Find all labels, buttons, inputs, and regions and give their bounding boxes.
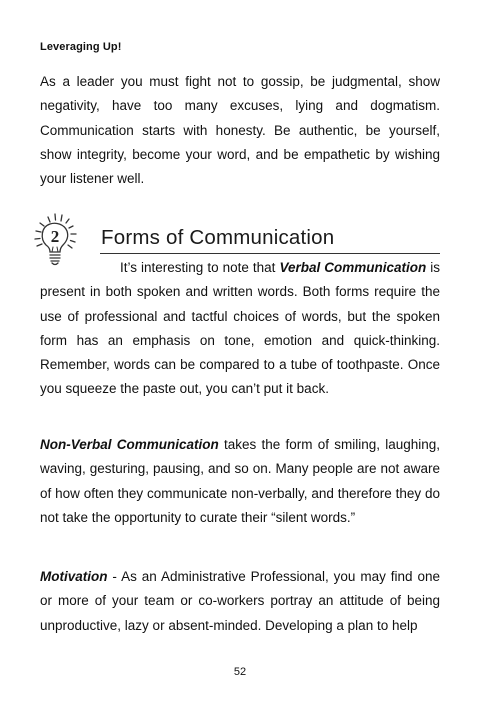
intro-paragraph: As a leader you must fight not to gossip, be judgmental, show negativity, have too many excuses, lying and dogmatism. Communication starts with honesty. Be authentic, be yourself, show integrity, become your word, and be empathetic by wishing your listener well. [40, 74, 440, 187]
term-non-verbal-communication: Non-Verbal Communication [40, 437, 219, 452]
paragraph-text: is present in both spoken and written words. Both forms require the use of professional and tactful choices of words, but the spoken form has an emphasis on tone, emotion and quick-thinking. Remember, words can be compared to a tube of toothpaste. Once you squeeze the paste out, you can’t put it back. [40, 260, 440, 397]
non-verbal-communication-paragraph [40, 433, 440, 530]
paragraph-text: - As an Administrative Professional, you may find one or more of your team or co-workers portray an attitude of being unproductive, lazy or absent-minded. Developing a plan to help [40, 569, 440, 633]
section-title: Forms of Communication [101, 226, 335, 249]
paragraph-text: It’s interesting to note that [120, 260, 280, 275]
paragraph-text: takes the form of smiling, laughing, waving, gesturing, pausing, and so on. Many people are not aware of how often they communicate non-verbally, and therefore they do not take the opportunity to curate their “silent words.” [40, 437, 440, 525]
term-motivation: Motivation [40, 569, 108, 584]
verbal-communication-paragraph [40, 256, 440, 402]
title-underline [100, 253, 440, 254]
motivation-paragraph [40, 565, 440, 638]
term-verbal-communication: Verbal Communication [279, 260, 427, 275]
running-head: Leveraging Up! [40, 41, 122, 53]
page-number: 52 [233, 666, 247, 678]
section-number: 2 [50, 227, 60, 246]
